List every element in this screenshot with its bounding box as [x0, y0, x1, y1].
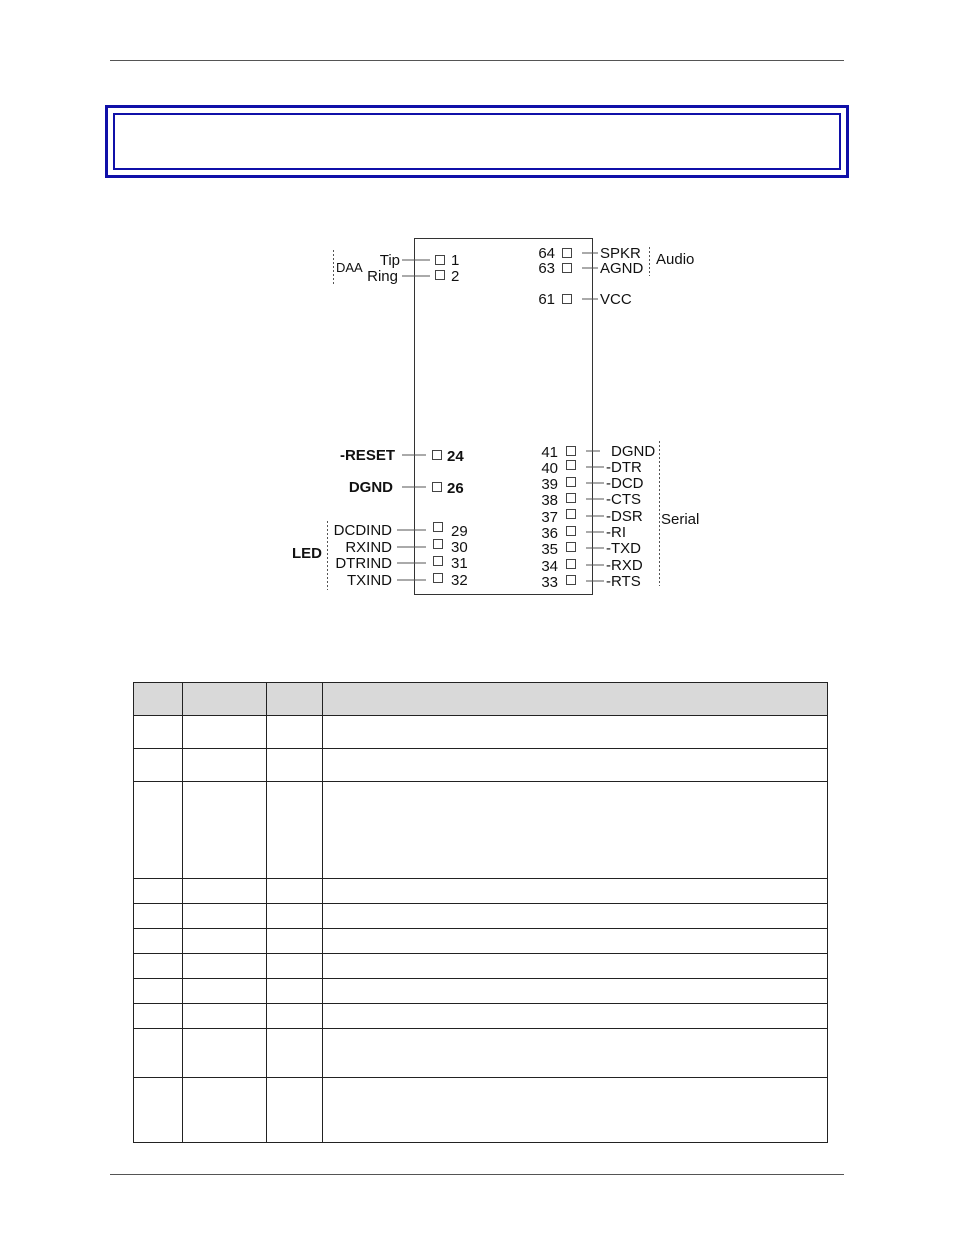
header-cell — [183, 683, 267, 716]
left-pin-ring — [367, 268, 459, 285]
right-pin-number: 64 — [538, 245, 555, 262]
table-row — [134, 954, 828, 979]
left-pin-rxind — [345, 539, 467, 556]
right-pin-signal: AGND — [600, 260, 644, 277]
right-pin-number: 63 — [538, 260, 555, 277]
right-pin-number: 33 — [541, 574, 558, 591]
left-pin-number: 30 — [451, 539, 468, 556]
pin-pad — [567, 510, 576, 519]
right-pin-signal: -RXD — [606, 557, 643, 574]
left-pin-txind — [347, 572, 468, 589]
header-cell — [134, 683, 183, 716]
table-row — [134, 879, 828, 904]
right-pin-signal: -RI — [606, 524, 626, 541]
left-pin-signal: Ring — [367, 268, 398, 285]
pin-pad — [563, 264, 572, 273]
right-pin-number: 39 — [541, 476, 558, 493]
pin-pad — [567, 543, 576, 552]
left-pin-signal: TXIND — [347, 572, 392, 589]
right-pin-signal: -DSR — [606, 508, 643, 525]
right-pin-signal: -CTS — [606, 491, 641, 508]
table-row — [134, 1004, 828, 1029]
serial-label: Serial — [661, 511, 700, 528]
table-row — [134, 749, 828, 782]
right-pin-number: 34 — [541, 558, 558, 575]
right-pin-number: 36 — [541, 525, 558, 542]
right-pin-vcc — [538, 291, 632, 308]
left-pin-number: 31 — [451, 555, 468, 572]
pin-pad — [563, 249, 572, 258]
left-pin-tip — [380, 252, 460, 269]
left-pin-reset — [340, 447, 464, 465]
left-pin-number: 26 — [447, 480, 464, 497]
table-row — [134, 716, 828, 749]
left-pin-signal: Tip — [379, 252, 400, 269]
daa-label: DAA — [336, 260, 363, 275]
header-cell — [267, 683, 323, 716]
audio-label: Audio — [656, 251, 695, 268]
pin-pad — [434, 574, 443, 583]
right-pin-signal: SPKR — [600, 245, 641, 262]
right-pin-rts — [541, 573, 640, 591]
pin-pad — [434, 540, 443, 549]
table-header-row — [134, 683, 828, 716]
right-pin-cts — [541, 491, 641, 509]
led-label: LED — [292, 545, 322, 562]
right-pin-number: 61 — [538, 291, 555, 308]
pin-pad — [436, 271, 445, 280]
pin-pad — [563, 295, 572, 304]
right-pin-signal: -TXD — [606, 540, 641, 557]
left-pin-dtrind — [335, 555, 467, 572]
table-row — [134, 1078, 828, 1143]
pin-pad — [433, 483, 442, 492]
table-row — [134, 904, 828, 929]
table-row — [134, 929, 828, 954]
right-pin-txd — [541, 540, 641, 558]
left-pin-number: 32 — [451, 572, 468, 589]
right-pin-signal: DGND — [611, 443, 656, 460]
left-pin-dcdind — [334, 522, 468, 540]
table-row — [134, 979, 828, 1004]
footer-rule — [110, 1174, 844, 1175]
left-pin-signal: DCDIND — [333, 522, 392, 539]
right-pin-number: 38 — [541, 492, 558, 509]
pin-pad — [433, 451, 442, 460]
left-pin-signal: RXIND — [345, 539, 392, 556]
right-pin-agnd — [538, 260, 643, 277]
pin-pad — [567, 527, 576, 536]
right-pin-signal: -DTR — [606, 459, 642, 476]
right-pin-number: 37 — [541, 509, 558, 526]
pin-pad — [567, 494, 576, 503]
left-pin-signal: -RESET — [339, 447, 395, 464]
pin-pad — [434, 557, 443, 566]
right-pin-signal: -RTS — [606, 573, 641, 590]
pin-description-table — [133, 682, 828, 1143]
pin-pad — [567, 576, 576, 585]
pin-pad — [567, 447, 576, 456]
right-pin-signal: VCC — [600, 291, 632, 308]
pin-pad — [436, 256, 445, 265]
left-pin-dgnd — [349, 479, 464, 497]
pin-pad — [434, 523, 443, 532]
left-pin-number: 2 — [451, 268, 460, 285]
right-pin-number: 41 — [541, 444, 558, 461]
pin-pad — [567, 560, 576, 569]
left-pin-signal: DGND — [348, 479, 393, 496]
pin-pad — [567, 461, 576, 470]
pin-pad — [567, 478, 576, 487]
left-pin-number: 24 — [447, 448, 464, 465]
chip-outline — [415, 239, 593, 595]
header-cell — [323, 683, 828, 716]
left-pin-number: 29 — [451, 523, 468, 540]
left-pin-signal: DTRIND — [335, 555, 392, 572]
right-pin-number: 35 — [541, 541, 558, 558]
table-row — [134, 1029, 828, 1078]
table-row — [134, 782, 828, 879]
right-pin-number: 40 — [541, 460, 558, 477]
left-pin-number: 1 — [451, 252, 460, 269]
right-pin-signal: -DCD — [606, 475, 644, 492]
